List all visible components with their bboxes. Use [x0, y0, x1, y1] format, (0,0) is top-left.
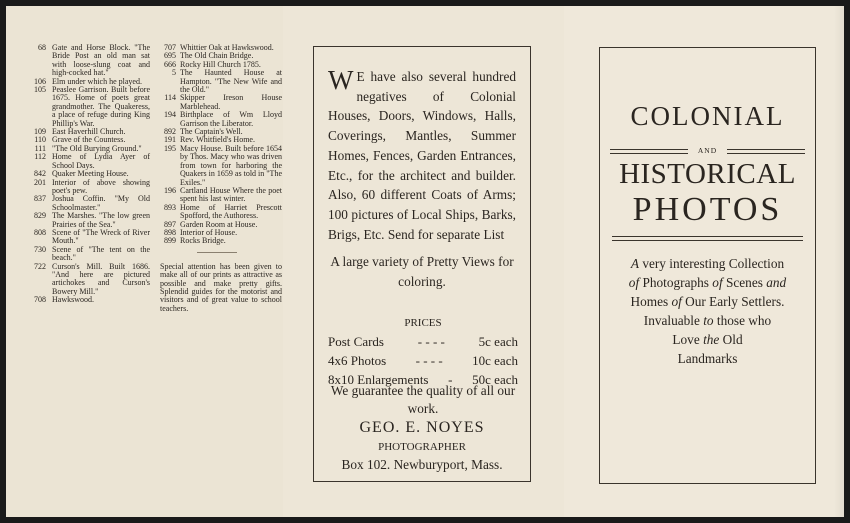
- index-entry-number: 110: [34, 135, 46, 145]
- index-entry-text: Rocky Hill Church 1785.: [180, 59, 261, 69]
- index-entry-number: 897: [164, 219, 176, 229]
- desc-word: of: [671, 294, 682, 309]
- index-entry-text: Peaslee Garrison. Built before 1675. Home of poets great grandmother. The Quakeress, a place of refuge during King Phillip's War.: [52, 85, 150, 128]
- index-entry-number: 695: [164, 51, 176, 61]
- price-dashes: - - - -: [415, 353, 443, 368]
- index-entry-number: 195: [164, 143, 176, 153]
- index-entry-text: Curson's Mill. Built 1686. "And here are pictured artichokes and Curson's Bowery Mill.": [52, 261, 150, 296]
- index-entry-text: Home of Harriet Prescott Spofford, the Authoress.: [180, 202, 282, 221]
- index-entry: [6, 246, 150, 263]
- photographer-title: PHOTOGRAPHER: [378, 441, 466, 453]
- price-item: Post Cards: [328, 334, 384, 349]
- index-entry-text: The Captain's Well.: [180, 127, 243, 137]
- index-entry-number: 722: [34, 261, 46, 271]
- index-column-left: [6, 44, 150, 305]
- title-and: AND: [697, 146, 718, 155]
- index-entry-number: 842: [34, 169, 46, 179]
- guarantee-text: We guarantee the quality of all our work.: [330, 383, 516, 416]
- index-entry-number: 105: [34, 85, 46, 95]
- index-entry-text: Elm under which he played.: [52, 76, 142, 86]
- index-entry: [152, 237, 282, 245]
- desc-word: to: [703, 313, 714, 328]
- index-note: Special attention has been given to make all of our prints as attractive as possible and make pretty gifts. Splendid guides for the motorist and visitors and of great value to school teachers.: [160, 261, 282, 313]
- index-entry: [6, 229, 150, 246]
- index-panel: [6, 6, 283, 517]
- index-entry-text: Gate and Horse Block. "The Bride Post an old man sat with loose-slung coat and high-cocked hat.": [52, 43, 150, 78]
- desc-word: Landmarks: [677, 351, 738, 366]
- index-entry-number: 808: [34, 227, 46, 237]
- price-price: 5c each: [478, 334, 518, 349]
- index-entry-text: Interior of House.: [180, 227, 238, 237]
- index-entry-number: 829: [34, 211, 46, 221]
- index-entry: [152, 111, 282, 128]
- index-entry-number: 114: [164, 93, 176, 103]
- index-entry-text: "The Old Burying Ground.": [52, 143, 142, 153]
- title-colonial: COLONIAL: [630, 101, 785, 131]
- price-item: 4x6 Photos: [328, 353, 387, 368]
- index-entry-text: Scene of "The tent on the beach.": [52, 244, 150, 263]
- index-entry-number: 730: [34, 244, 46, 254]
- title-underline: [612, 236, 803, 241]
- title-historical: HISTORICAL: [619, 158, 796, 190]
- index-entry-number: 893: [164, 202, 176, 212]
- index-entry-number: 837: [34, 194, 46, 204]
- index-entry: [152, 94, 282, 111]
- index-entry-number: 5: [172, 68, 176, 78]
- ad-intro: [328, 67, 516, 292]
- index-entry: [6, 296, 150, 304]
- desc-word: and: [766, 275, 787, 290]
- price-row: [328, 351, 518, 370]
- price-price: 10c each: [472, 353, 518, 368]
- index-entry-text: Rocks Bridge.: [180, 236, 226, 246]
- photographer-address: Box 102. Newburyport, Mass.: [341, 457, 503, 472]
- desc-word: of: [712, 275, 723, 290]
- cover-description: [608, 254, 807, 368]
- index-entry-text: East Haverhill Church.: [52, 127, 126, 137]
- price-price: 50c each: [472, 372, 518, 387]
- prices-heading: PRICES: [404, 317, 442, 329]
- index-entry-number: 899: [164, 236, 176, 246]
- index-entry-number: 898: [164, 227, 176, 237]
- price-dashes: -: [448, 372, 453, 387]
- desc-word: of: [628, 275, 640, 290]
- index-entry-text: Cartland House Where the poet spent his last winter.: [180, 185, 282, 204]
- desc-word: A: [630, 256, 639, 271]
- and-divider: [610, 146, 805, 156]
- index-entry-text: Quaker Meeting House.: [52, 169, 129, 179]
- index-entry-text: The Haunted House at Hampton. "The New Wife and the Old.": [180, 68, 282, 95]
- index-entry: [6, 195, 150, 212]
- title-photos: PHOTOS: [632, 191, 783, 228]
- drop-cap: W: [328, 65, 354, 95]
- price-dashes: - - - -: [417, 334, 445, 349]
- index-entry-number: 201: [34, 177, 46, 187]
- ad-box: [313, 46, 531, 482]
- price-list: [328, 316, 518, 389]
- desc-word: Photographs: [642, 275, 709, 290]
- cover-box: [599, 47, 816, 484]
- index-entry: [152, 69, 282, 94]
- index-entry-text: The Old Chain Bridge.: [180, 51, 254, 61]
- index-entry: [6, 86, 150, 128]
- index-entry-text: Macy House. Built before 1654 by Thos. Macy who was driven from town for harboring the Quakers in 1659 as told in "The Exiles.": [180, 143, 282, 187]
- desc-word: Scenes: [725, 275, 763, 290]
- index-entry: [6, 212, 150, 229]
- index-column-right: [152, 44, 282, 313]
- ad-views: A large variety of Pretty Views for coloring.: [330, 254, 514, 290]
- index-entry-number: 194: [164, 110, 176, 120]
- index-entry-text: Grave of the Countess.: [52, 135, 126, 145]
- desc-word: very interesting Collection: [642, 256, 785, 271]
- index-entry-number: 708: [34, 295, 46, 305]
- divider: [197, 252, 237, 253]
- brochure-sheet: [6, 6, 844, 517]
- index-entry: [6, 263, 150, 297]
- index-entry-number: 196: [164, 185, 176, 195]
- ad-intro-text: E have also several hundred negatives of Colonial Houses, Doors, Windows, Halls, Coverings, Mantles, Summer Homes, Fences, Garden Entrances, Etc., for the architect and builder. Also, 60 different Coats of Arms; 100 pictures of Local Ships, Barks, Brigs, Etc. Send for separate List: [328, 69, 516, 242]
- index-entry: [152, 204, 282, 221]
- index-entry-text: Rev. Whitfield's Home.: [180, 135, 255, 145]
- desc-word: Our Early Settlers.: [685, 294, 785, 309]
- index-entry-text: Hawkswood.: [52, 295, 94, 305]
- index-entry-text: Skipper Ireson House Marblehead.: [180, 93, 282, 111]
- index-entry-text: Home of Lydia Ayer of School Days.: [52, 152, 150, 170]
- price-item: 8x10 Enlargements: [328, 372, 429, 387]
- index-entry: [6, 153, 150, 170]
- index-entry-text: Joshua Coffin. "My Old Schoolmaster.": [52, 194, 150, 212]
- index-entry-number: 666: [164, 59, 176, 69]
- index-entry-text: Interior of above showing poet's pew.: [52, 177, 150, 195]
- index-entry-number: 106: [34, 76, 46, 86]
- index-entry-number: 109: [34, 127, 46, 137]
- index-entry-number: 707: [164, 43, 176, 52]
- index-entry: [6, 179, 150, 196]
- index-entry-text: The Marshes. "The low green Prairies of the Sea.": [52, 211, 150, 229]
- page-edge-shadow: [834, 6, 844, 517]
- ad-panel: [283, 6, 564, 517]
- desc-word: those who: [716, 313, 772, 328]
- index-entry-number: 191: [164, 135, 176, 145]
- desc-word: Love: [672, 332, 700, 347]
- index-entry-number: 112: [34, 152, 46, 162]
- index-entry-number: 892: [164, 127, 176, 137]
- index-entry: [6, 44, 150, 78]
- photographer-name: GEO. E. NOYES: [359, 419, 485, 436]
- desc-word: Homes: [630, 294, 669, 309]
- index-entry-number: 111: [34, 143, 46, 153]
- index-entry-text: Whittier Oak at Hawkswood.: [180, 43, 274, 52]
- index-entry: [152, 187, 282, 204]
- index-entry-text: Birthplace of Wm Lloyd Garrison the Liberator.: [180, 110, 282, 128]
- index-entry: [152, 145, 282, 187]
- cover-panel: [564, 6, 844, 517]
- index-entry-number: 68: [38, 43, 46, 52]
- desc-word: Invaluable: [643, 313, 700, 328]
- index-entry-text: Garden Room at House.: [180, 219, 258, 229]
- desc-word: Old: [722, 332, 743, 347]
- desc-word: the: [703, 332, 720, 347]
- price-row: [328, 332, 518, 351]
- index-entry-text: Scene of "The Wreck of River Mouth.": [52, 227, 150, 246]
